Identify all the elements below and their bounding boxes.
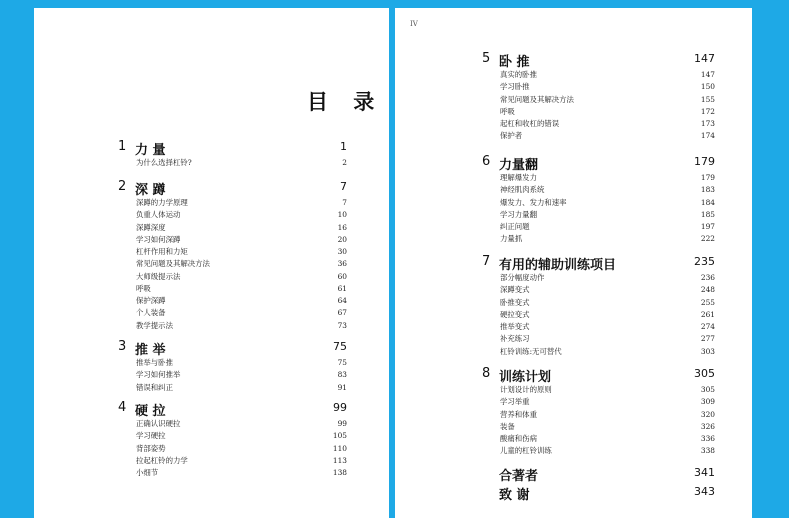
chapter-number: 4: [118, 400, 127, 415]
toc-entry[interactable]: [118, 455, 347, 467]
toc-entry[interactable]: [482, 197, 715, 209]
entry-page: 16: [337, 222, 347, 232]
entry-label: 呼吸: [136, 283, 151, 293]
toc-entry[interactable]: [482, 409, 715, 421]
chapter-page: 75: [333, 340, 347, 353]
chapter-number: 8: [482, 366, 491, 381]
toc-entry[interactable]: [118, 369, 347, 381]
entry-label: 深蹲深度: [136, 222, 166, 232]
chapter-page: 147: [694, 52, 715, 65]
entry-label: 拉起杠铃的力学: [136, 455, 188, 465]
entry-page: 110: [332, 443, 347, 453]
toc-entry[interactable]: [482, 346, 715, 358]
page-number: IV: [410, 20, 418, 28]
toc-chapter-5: [482, 51, 715, 143]
entry-label: 背部姿势: [136, 443, 166, 453]
entry-page: 73: [337, 320, 347, 330]
toc-entry[interactable]: [482, 384, 715, 396]
toc-entry[interactable]: [482, 221, 715, 233]
entry-page: 336: [700, 434, 715, 443]
toc-entry[interactable]: [118, 382, 347, 394]
toc-chapter-3: [118, 339, 347, 394]
chapter-page: 235: [694, 255, 715, 268]
entry-page: 30: [337, 247, 347, 256]
entry-page: 113: [332, 455, 347, 465]
entry-label: 补充练习: [500, 334, 530, 344]
chapter-title: 推 举: [135, 343, 166, 358]
chapter-heading[interactable]: [482, 51, 715, 70]
entry-label: 常见问题及其解决方法: [500, 94, 574, 104]
entry-page: 10: [337, 210, 347, 220]
toc-entry[interactable]: [118, 283, 347, 295]
toc-entry[interactable]: [118, 320, 347, 332]
toc-entry[interactable]: [118, 222, 347, 234]
chapter-number: 2: [118, 179, 127, 194]
toc-entry[interactable]: [482, 172, 715, 184]
entry-label: 教学提示法: [136, 320, 173, 330]
toc-entry[interactable]: [118, 209, 347, 221]
entry-label: 爆发力、发力和速率: [500, 197, 567, 207]
chapter-entries: [482, 272, 715, 358]
entry-label: 硬拉变式: [500, 309, 530, 319]
entry-page: 91: [337, 382, 347, 392]
toc-back-matter[interactable]: [482, 484, 715, 503]
entry-label: 学习力量翻: [500, 209, 537, 219]
entry-label: 学习如何深蹲: [136, 234, 181, 244]
entry-label: 呼吸: [500, 106, 515, 116]
entry-page: 303: [700, 346, 715, 356]
entry-page: 2: [342, 158, 347, 167]
entry-page: 7: [342, 198, 347, 207]
chapter-title: 卧 推: [499, 55, 530, 70]
entry-page: 83: [337, 370, 347, 380]
chapter-heading[interactable]: [118, 339, 347, 358]
toc-entry[interactable]: [482, 272, 715, 284]
entry-page: 174: [700, 131, 715, 141]
toc-entry[interactable]: [482, 94, 715, 106]
toc-entry[interactable]: [482, 333, 715, 345]
chapter-entries: [118, 357, 347, 394]
toc-entry[interactable]: [118, 157, 347, 169]
right-page: [395, 8, 752, 518]
chapter-entries: [482, 69, 715, 143]
entry-page: 320: [700, 409, 715, 419]
chapter-heading[interactable]: [118, 139, 347, 158]
entry-label: 错误和纠正: [136, 382, 173, 392]
chapter-entries: [118, 197, 347, 332]
entry-label: 学习卧推: [500, 82, 530, 92]
entry-label: 正确认识硬拉: [136, 419, 181, 428]
entry-page: 67: [337, 308, 347, 318]
entry-label: 部分幅度动作: [500, 273, 545, 282]
toc-entry[interactable]: [118, 357, 347, 369]
entry-label: 大师级提示法: [136, 271, 181, 281]
entry-page: 105: [332, 431, 347, 441]
entry-page: 36: [337, 259, 347, 269]
toc-entry[interactable]: [482, 106, 715, 118]
chapter-number: 6: [482, 154, 491, 169]
toc-entry[interactable]: [482, 396, 715, 408]
entry-label: 学习如何推举: [136, 370, 181, 380]
entry-page: 138: [332, 468, 347, 477]
chapter-title: 训练计划: [499, 370, 552, 385]
entry-page: 75: [337, 358, 347, 367]
toc-entry[interactable]: [482, 433, 715, 445]
entry-page: 179: [700, 173, 715, 182]
toc-entry[interactable]: [118, 467, 347, 479]
toc-chapter-8: [482, 366, 715, 458]
entry-label: 纠正问题: [500, 222, 530, 231]
entry-label: 杠铃训练:无可替代: [500, 346, 562, 356]
chapter-entries: [482, 384, 715, 458]
entry-label: 负重人体运动: [136, 210, 181, 220]
entry-label: 常见问题及其解决方法: [136, 259, 210, 269]
chapter-page: 179: [694, 155, 715, 168]
chapter-number: 7: [482, 254, 491, 269]
entry-label: 儿童的杠铃训练: [500, 446, 552, 456]
entry-label: 力量抓: [500, 234, 523, 244]
entry-label: 装备: [500, 421, 515, 431]
chapter-page: 1: [340, 140, 347, 153]
toc-entry[interactable]: [118, 246, 347, 258]
entry-page: 173: [700, 119, 715, 128]
entry-label: 营养和体重: [500, 409, 537, 419]
toc-entry[interactable]: [118, 295, 347, 307]
entry-label: 深蹲的力学原理: [136, 198, 188, 207]
entry-label: 杠杆作用和力矩: [136, 247, 188, 256]
entry-page: 222: [700, 234, 715, 244]
chapter-heading[interactable]: [482, 154, 715, 173]
toc-entry[interactable]: [118, 234, 347, 246]
toc-entry[interactable]: [482, 209, 715, 221]
entry-label: 卧推变式: [500, 297, 530, 307]
toc-entry[interactable]: [482, 81, 715, 93]
entry-label: 学习举重: [500, 397, 530, 407]
entry-page: 197: [700, 222, 715, 231]
entry-label: 计划设计的原则: [500, 385, 552, 394]
entry-label: 个人装备: [136, 308, 166, 318]
entry-page: 277: [700, 334, 715, 344]
entry-page: 172: [700, 106, 715, 116]
chapter-title: 力 量: [135, 143, 166, 158]
entry-page: 99: [337, 419, 347, 428]
chapter-number: 1: [118, 139, 127, 154]
chapter-title: 有用的辅助训练项目: [499, 258, 617, 273]
entry-page: 150: [700, 82, 715, 92]
entry-label: 学习硬拉: [136, 431, 166, 441]
chapter-page: 99: [333, 401, 347, 414]
toc-entry[interactable]: [482, 309, 715, 321]
chapter-title: 力量翻: [499, 158, 539, 173]
entry-page: 147: [700, 70, 715, 79]
chapter-heading[interactable]: [118, 179, 347, 198]
toc-entry[interactable]: [482, 421, 715, 433]
chapter-entries: [118, 418, 347, 479]
entry-label: 理解爆发力: [500, 173, 537, 182]
entry-label: 保护者: [500, 131, 523, 141]
toc-entry[interactable]: [482, 284, 715, 296]
entry-page: 183: [700, 185, 715, 195]
entry-page: 60: [337, 271, 347, 281]
toc-title: 目 录: [307, 90, 384, 114]
toc-entry[interactable]: [482, 130, 715, 142]
entry-page: 64: [337, 296, 347, 305]
back-matter-page: 343: [694, 485, 715, 498]
chapter-page: 305: [694, 367, 715, 380]
entry-label: 推举变式: [500, 322, 530, 331]
toc-entry[interactable]: [118, 258, 347, 270]
chapter-heading[interactable]: [482, 366, 715, 385]
entry-label: 酸痛和伤病: [500, 434, 537, 443]
back-matter-title: 致 谢: [499, 488, 530, 503]
entry-label: 深蹲变式: [500, 285, 530, 295]
toc-chapter-7: [482, 254, 715, 358]
chapter-title: 深 蹲: [135, 183, 166, 198]
chapter-entries: [118, 157, 347, 169]
toc-entry[interactable]: [482, 69, 715, 81]
toc-entry[interactable]: [118, 418, 347, 430]
chapter-heading[interactable]: [118, 400, 347, 419]
entry-page: 255: [700, 297, 715, 307]
back-matter-title: 合著者: [499, 469, 539, 484]
entry-page: 309: [700, 397, 715, 407]
toc-entry[interactable]: [482, 321, 715, 333]
chapter-number: 3: [118, 339, 127, 354]
toc-chapter-4: [118, 400, 347, 479]
entry-label: 推举与卧推: [136, 358, 173, 367]
left-page: [34, 8, 389, 518]
entry-page: 184: [700, 197, 715, 207]
entry-page: 305: [700, 385, 715, 394]
toc-entry[interactable]: [118, 430, 347, 442]
entry-page: 274: [700, 322, 715, 331]
entry-label: 起杠和收杠的错误: [500, 119, 560, 128]
toc-entry[interactable]: [482, 297, 715, 309]
chapter-number: 5: [482, 51, 491, 66]
entry-page: 326: [700, 421, 715, 431]
chapter-heading[interactable]: [482, 254, 715, 273]
toc-chapter-2: [118, 179, 347, 332]
toc-entry[interactable]: [118, 197, 347, 209]
chapter-entries: [482, 172, 715, 246]
toc-entry[interactable]: [482, 118, 715, 130]
entry-label: 真实的卧推: [500, 70, 537, 79]
chapter-title: 硬 拉: [135, 404, 166, 419]
toc-chapter-6: [482, 154, 715, 246]
toc-entry[interactable]: [482, 184, 715, 196]
entry-label: 神经肌肉系统: [500, 185, 545, 195]
entry-page: 185: [700, 209, 715, 219]
entry-page: 236: [700, 273, 715, 282]
toc-entry[interactable]: [118, 271, 347, 283]
entry-label: 保护深蹲: [136, 296, 166, 305]
entry-label: 为什么选择杠铃?: [136, 158, 192, 167]
entry-page: 261: [700, 309, 715, 319]
toc-entry[interactable]: [118, 443, 347, 455]
toc-entry[interactable]: [118, 307, 347, 319]
back-matter-page: 341: [694, 466, 715, 479]
entry-page: 338: [700, 446, 715, 456]
chapter-page: 7: [340, 180, 347, 193]
toc-back-matter[interactable]: [482, 465, 715, 484]
entry-label: 小细节: [136, 468, 159, 477]
entry-page: 20: [337, 234, 347, 244]
entry-page: 155: [700, 94, 715, 104]
toc-entry[interactable]: [482, 445, 715, 457]
entry-page: 61: [337, 283, 347, 293]
toc-chapter-1: [118, 139, 347, 169]
entry-page: 248: [700, 285, 715, 295]
toc-entry[interactable]: [482, 233, 715, 245]
